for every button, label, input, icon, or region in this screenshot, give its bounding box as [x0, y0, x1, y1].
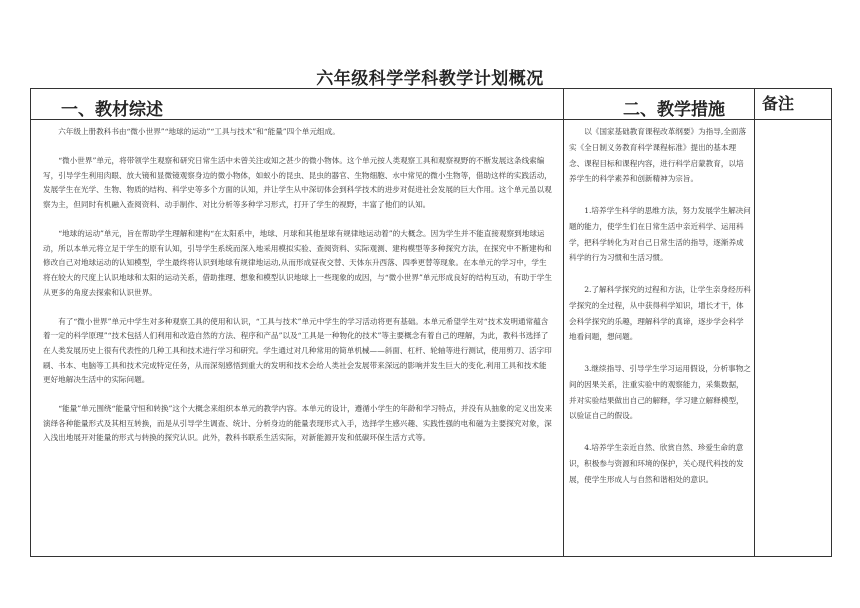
plan-table: [30, 88, 832, 557]
measure-item-1: 1.培养学生科学的思维方法，努力发展学生解决问题的能力，使学生们在日常生活中亲近科学、运用科学，把科学转化为对自己日常生活的指导，逐渐养成科学的行为习惯和生活习惯。: [569, 205, 751, 263]
overview-micro-world-paragraph: “微小世界”单元，将带领学生观察和研究日常生活中未曾关注或知之甚少的微小物体。这个单元按人类观察工具和观察视野的不断发展这条线索编写，引导学生利用肉眼、放大镜和显微镜观察身边的微小物体，如蚁小的昆虫、昆虫的器官、生物细胞、水中常见的微小生物等，借助这样的实践活动，发展学生在光学、生物、物质的结构、科学史等多个方面的认知，并让学生从中深切体会到科学技术的进步对促进社会发展的巨大作用。这个单元虽以观察为主，但同时有机融入查阅资料、动手制作、对比分析等多种学习形式，打开了学生的视野，丰富了他们的认知。: [43, 156, 552, 209]
measure-item-4: 4.培养学生亲近自然、欣赏自然、珍爱生命的意识，积极参与资源和环境的保护，关心现代科技的发展，使学生形成人与自然和谐相处的意识。: [569, 442, 744, 484]
measure-item-2: 2.了解科学探究的过程和方法，让学生亲身经历科学探究的全过程，从中获得科学知识，增长才干，体会科学探究的乐趣，理解科学的真谛，逐步学会科学地看问题，想问题。: [569, 284, 751, 342]
textbook-overview-cell: [43, 125, 553, 446]
overview-earth-motion-paragraph: “地球的运动”单元，旨在帮助学生理解和建构“在太阳系中，地球、月球和其他星球有规律地运动着”的大概念。因为学生并不能直接观察到地球运动，所以本单元将立足于学生的原有认知，引导学生系统而深入地采用模拟实验、查阅资料、实际观测、建构模型等多种探究方法，在探究中不断建构和修改自己对地球运动的认知模型，学生最终将认识到地球有规律地运动,从而形成昼夜交替、天体东升西落、四季更替等现象。在本单元的学习中，学生将在较大的尺度上认识地球和太阳的运动关系，借助推理、想象和模型认识地球上一些现象的成因，与“微小世界”单元形成良好的结构互动，有助于学生从更多的角度去探索和认识世界。: [43, 229, 552, 297]
measures-intro-paragraph: 以《国家基础教育课程改革纲要》为指导,全面落实《全日制义务教育科学课程标准》提出的基本理念、课程目标和课程内容，进行科学启蒙教育，以培养学生的科学素养和创新精神为宗旨。: [569, 127, 747, 184]
overview-energy-paragraph: “能量”单元围绕“能量守恒和转换”这个大概念来组织本单元的教学内容。本单元的设计，遵循小学生的年龄和学习特点，并没有从抽象的定义出发来演绎各种能量形式及其相互转换，而是从引导学生调查、统计、分析身边的能量表现形式入手，选择学生感兴趣、实践性强的电和磁为主要探究对象，深入浅出地展开对能量的形式与转换的探究认识。此外，教科书联系生活实际，对新能源开发和低碳环保生活方式等。: [43, 404, 553, 443]
overview-tools-technology-paragraph: 有了“微小世界”单元中学生对多种观察工具的使用和认识，“工具与技术”单元中学生的学习活动将更有基础。本单元希望学生对“技术发明通常蕴含着一定的科学原理”“技术包括人们利用和改造自然的方法、程序和产品”以及“工具是一种物化的技术”等主要概念有着自己的理解，为此，教科书选择了在人类发展历史上很有代表性的几种工具和技术进行学习和研究。学生通过对几种常用的简单机械——斜面、杠杆、轮轴等进行测试，使用剪刀、活字印刷、书本、电脑等工具和技术完成特定任务，从而深刻感悟到重大的发明和技术会给人类社会发展带来深远的影响并发生巨大的变化,利用工具和技术能更好地解决生活中的实际问题。: [43, 316, 552, 385]
measure-item-3: 3.继续指导、引导学生学习运用假设，分析事物之间的因果关系，注重实验中的观察能力，采集数据，并对实验结果做出自己的解释，学习建立解释模型，以验证自己的假设。: [569, 363, 751, 421]
page-title: 六年级科学学科教学计划概况: [316, 69, 544, 89]
header-teaching-measures: 二、教学措施: [623, 100, 725, 120]
teaching-measures-cell: [569, 124, 751, 487]
header-remarks: 备注: [762, 94, 795, 113]
column-divider-1: [563, 89, 564, 556]
overview-intro-paragraph: 六年级上册教科书由“微小世界”“地球的运动”“工具与技术”和“能量”四个单元组成。: [58, 127, 340, 136]
column-divider-2: [754, 89, 755, 556]
header-textbook-overview: 一、教材综述: [61, 100, 163, 120]
